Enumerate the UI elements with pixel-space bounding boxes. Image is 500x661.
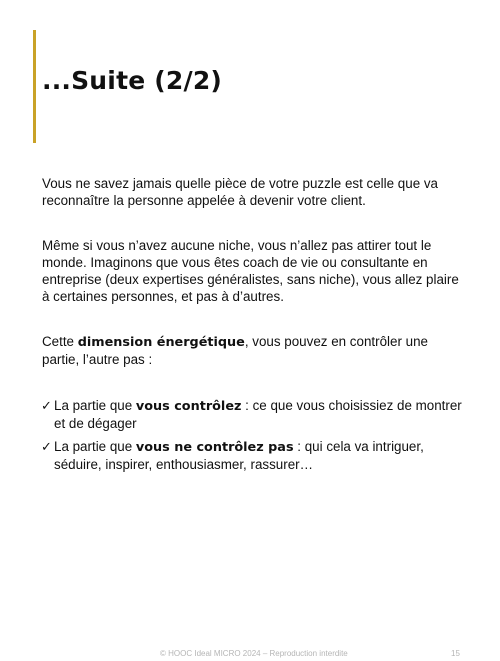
page-footer (0, 647, 500, 661)
bullet-text-after: : qui cela va intriguer, séduire, inspirer, enthousiasmer, rassurer… (54, 439, 424, 472)
bullet-text-before: La partie que (54, 398, 136, 413)
energy-dimension-emphasis: dimension énergétique (77, 335, 245, 350)
bullet-emphasis: vous ne contrôlez pas (135, 440, 294, 455)
page-number: 15 (451, 649, 460, 658)
list-item-not-controlled (41, 438, 466, 473)
checkmark-icon: ✓ (41, 398, 52, 413)
paragraph-energy-text-before: Cette (42, 334, 78, 349)
control-list (41, 397, 466, 479)
footer-copyright: © HOOC Ideal MICRO 2024 – Reproduction interdite (160, 649, 348, 658)
bullet-text-after: : ce que vous choisissiez de montrer et de dégager (54, 398, 462, 431)
paragraph-energy-text-after: , vous pouvez en contrôler une partie, l’autre pas : (42, 334, 428, 367)
bullet-text-before: La partie que (54, 439, 136, 454)
paragraph-energy-dimension (42, 333, 462, 368)
list-item-controlled (41, 397, 466, 432)
paragraph-puzzle: Vous ne savez jamais quelle pièce de votre puzzle est celle que va reconnaître la personne appelée à devenir votre client. (42, 176, 439, 208)
checkmark-icon: ✓ (41, 439, 52, 454)
page-title: ...Suite (2/2) (42, 66, 223, 95)
paragraph-niche: Même si vous n’avez aucune niche, vous n’allez pas attirer tout le monde. Imaginons que vous êtes coach de vie ou consultante en entreprise (deux expertises généralistes, sans niche), vous allez plaire à certaines personnes, et pas à d’autres. (42, 238, 459, 304)
title-accent-bar (33, 30, 36, 143)
bullet-emphasis: vous contrôlez (135, 399, 242, 414)
